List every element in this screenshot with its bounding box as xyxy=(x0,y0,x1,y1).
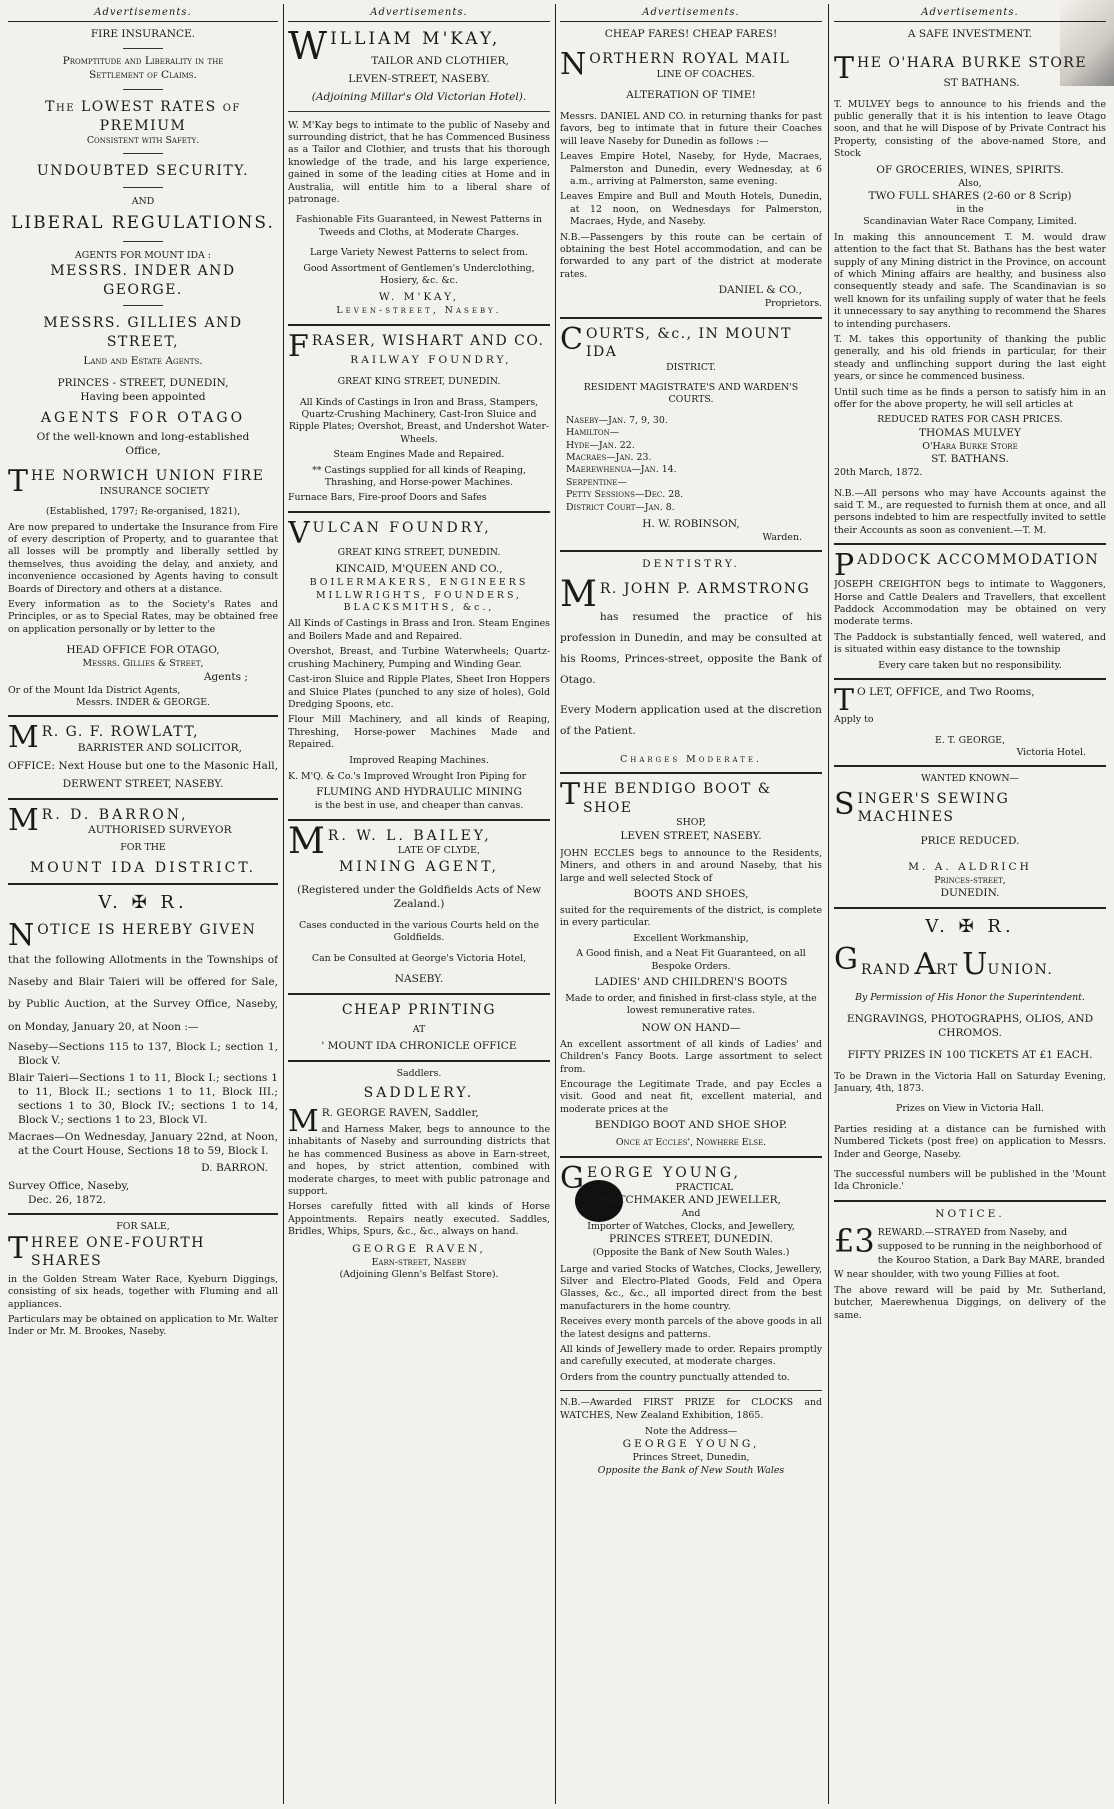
ad-title: ORTHERN ROYAL MAIL xyxy=(589,51,791,68)
ad-line: ' MOUNT IDA CHRONICLE OFFICE xyxy=(321,1040,517,1053)
ad-line: Settlement of Claims. xyxy=(89,69,197,82)
ad-line: Princes Street, Dunedin, xyxy=(632,1452,750,1464)
ad-line: Princes-street, xyxy=(934,874,1006,886)
ad-body: ** Castings supplied for all kinds of Reaping, Thrashing, and Horse-power Machines. xyxy=(312,464,526,489)
ad-title: HEAP PRINTING xyxy=(354,1002,497,1019)
ad-line: Survey Office, Naseby, xyxy=(8,1179,130,1192)
ad-line: AGENTS FOR MOUNT IDA : xyxy=(75,249,211,261)
list-item: Hyde—Jan. 22. xyxy=(566,439,635,451)
ad-signature: GEORGE YOUNG, xyxy=(622,1438,760,1451)
ad-title: HE BENDIGO BOOT & SHOE xyxy=(583,781,772,816)
column-heading: Advertisements. xyxy=(560,6,822,22)
ad-body: in the Golden Stream Water Race, Kyeburn Diggings, consisting of six heads, together with Fluming and all appliances. xyxy=(8,1273,278,1310)
ad-line: MESSRS. GILLIES AND STREET, xyxy=(43,315,243,350)
ad-line: (Established, 1797; Re-organised, 1821), xyxy=(45,506,241,518)
ad-body: Large and varied Stocks of Watches, Clocks, Jewellery, Silver and Electro-Plated Goods, Feld and Opera Glasses, &c., &c., all imported direct from the best manufacturers in the home country. xyxy=(560,1263,822,1312)
ad-line: AT xyxy=(412,1023,426,1035)
ad-body: Made to order, and finished in first-class style, at the lowest remunerative rates. xyxy=(565,992,817,1017)
rowlatt-ad: M R. G. F. ROWLATT, BARRISTER AND SOLICITOR, OFFICE: Next House but one to the Masonic Hall, DERWENT STREET, NASEBY. xyxy=(8,720,278,790)
ad-body: All kinds of Jewellery made to order. Repairs promptly and carefully executed, at moderate charges. xyxy=(560,1343,822,1368)
ad-line: 20th March, 1872. xyxy=(834,467,923,479)
ad-title: R. GEORGE RAVEN, Saddler, xyxy=(321,1106,479,1119)
ad-line: WANTED KNOWN— xyxy=(921,773,1019,785)
ad-body: JOSEPH CREIGHTON begs to intimate to Waggoners, Horse and Cattle Dealers and Travellers, that excellent Paddock Accommodation may be obtained on very moderate terms. xyxy=(834,579,1106,628)
ad-line: DENTISTRY. xyxy=(642,558,740,571)
column-2 xyxy=(288,6,550,1804)
ad-line: Apply to xyxy=(834,714,874,726)
ad-line: PRINCES STREET, DUNEDIN. xyxy=(608,1233,774,1246)
ad-line: Agents ; xyxy=(203,670,248,683)
column-heading: Advertisements. xyxy=(8,6,278,22)
list-item: Macraes—Jan. 23. xyxy=(566,452,652,464)
ad-line: BOOTS AND SHOES, xyxy=(633,887,749,900)
ad-line: Proprietors. xyxy=(764,298,822,310)
ad-title: ADDOCK ACCOMMODATION xyxy=(857,552,1100,569)
ad-signature: GEORGE RAVEN, xyxy=(352,1242,486,1255)
ad-body: (Registered under the Goldfields Acts of New Zealand.) xyxy=(296,884,542,911)
ad-body: Orders from the country punctually attended to. xyxy=(560,1371,790,1383)
ad-line: OF GROCERIES, WINES, SPIRITS. xyxy=(876,163,1064,176)
bailey-ad: M R. W. L. BAILEY, LATE OF CLYDE, MINING AGENT, (Registered under the Goldfields Acts of New Zealand.) Cases conducted in the various Courts held on the Goldfields. Can be Consulted at George's Victoria Hotel, NASEBY. xyxy=(288,827,550,987)
ad-body: Macraes—On Wednesday, January 22nd, at Noon, at the Court House, Sections 18 to 59, Block I. xyxy=(8,1130,278,1157)
ad-line: PRICE REDUCED. xyxy=(920,834,1020,847)
ad-line: Improved Reaping Machines. xyxy=(349,754,489,766)
ad-line: LATE OF CLYDE, xyxy=(397,845,480,857)
george-young-ad: GEORGE YOUNG, PRACTICAL WATCHMAKER AND JEWELLER, And Importer of Watches, Clocks, and Jewellery, PRINCES STREET, DUNEDIN. (Opposite the Bank of New South Wales.) Large and varied Stocks of Watches, Clocks, Jewellery, Silver and Electro-Plated Goods, Feld and Opera Glasses, &c., &c., all imported direct from the best manufacturers in the home country. Receives every month parcels of the above goods in all the latest designs and patterns. All kinds of Jewellery made to order. Repairs promptly and carefully executed, at moderate charges. Orders from the country punctually attended to. N.B.—Awarded FIRST PRIZE for CLOCKS and WATCHES, New Zealand Exhibition, 1865. Note the Address— GEORGE YOUNG, Princes Street, Dunedin, Opposite the Bank of New South Wales xyxy=(560,1160,822,1476)
royal-crest-icon: V. ✠ R. xyxy=(98,892,188,914)
ad-line: Also, xyxy=(958,177,982,189)
printing-ad: CHEAP PRINTING AT ' MOUNT IDA CHRONICLE OFFICE xyxy=(288,1001,550,1054)
ad-title: RASER, WISHART AND CO. xyxy=(311,332,545,349)
art-union-ad xyxy=(834,915,1106,1194)
ad-body: Fashionable Fits Guaranteed, in Newest Patterns in Tweeds and Cloths, at Moderate Charges. xyxy=(295,214,543,238)
ad-line: Dec. 26, 1872. xyxy=(28,1193,106,1206)
ad-body: Flour Mill Machinery, and all kinds of Reaping, Threshing, Horse-power Machines Made and Repaired. xyxy=(288,714,550,751)
ad-line: GREAT KING STREET, DUNEDIN. xyxy=(337,376,501,388)
ad-line: ST. BATHANS. xyxy=(931,453,1009,466)
column-4 xyxy=(834,6,1106,1804)
ad-line: Consistent with Safety. xyxy=(86,135,200,147)
ad-line: INSURANCE SOCIETY xyxy=(99,485,210,497)
ad-line: LADIES' AND CHILDREN'S BOOTS xyxy=(594,975,788,988)
column-heading: Advertisements. xyxy=(834,6,1106,22)
ad-line: AGENTS FOR OTAGO xyxy=(40,409,246,426)
mckay-ad: WILLIAM M'KAY, TAILOR AND CLOTHIER, LEVEN-STREET, NASEBY. (Adjoining Millar's Old Victorian Hotel). W. M'Kay begs to intimate to the public of Naseby and surrounding district, that he has Commenced Business as a Tailor and Clothier, and trusts that his thorough knowledge of the trade, and his large experience, gained in some of the leading cities at Home and in Australia, will entitle him to a liberal share of patronage. Fashionable Fits Guaranteed, in Newest Patterns in Tweeds and Cloths, at Moderate Charges. Large Variety Newest Patterns to select from. Good Assortment of Gentlemen's Underclothing, Hosiery, &c. &c. W. M'KAY, Leven-street, Naseby. xyxy=(288,24,550,317)
ad-line: FOR THE xyxy=(120,842,166,854)
ad-line: AUTHORISED SURVEYOR xyxy=(88,824,232,837)
ad-line: NASEBY. xyxy=(394,973,444,986)
ad-line: Leven-street, Naseby. xyxy=(336,305,502,317)
ad-signature: DANIEL & CO., xyxy=(718,284,802,297)
ad-line: The LOWEST RATES of PREMIUM xyxy=(45,99,241,134)
ad-title: OURTS, &c., IN MOUNT IDA xyxy=(585,325,792,361)
ad-line: Land and Estate Agents. xyxy=(83,355,203,368)
ad-body: Blair Taieri—Sections 1 to 11, Block I.; sections 1 to 11, Block II.; sections 1 to 11, Block III.; sections 1 to 30, Block IV.; sections 1 to 14, Block V.; sections 1 to 23, Block VI. xyxy=(8,1071,278,1126)
list-item: District Court—Jan. 8. xyxy=(566,501,675,513)
ad-line: By Permission of His Honor the Superintendent. xyxy=(855,992,1085,1004)
ad-body: Leaves Empire and Bull and Mouth Hotels, Dunedin, at 12 noon, on Wednesdays for Palmerston, Macraes, Hyde, and Naseby. xyxy=(560,191,822,228)
ad-body: To be Drawn in the Victoria Hall on Saturday Evening, January, 4th, 1873. xyxy=(834,1070,1106,1095)
ad-title: ILLIAM M'KAY, xyxy=(330,29,501,50)
ad-title: FIRE INSURANCE. xyxy=(90,28,196,41)
ad-line: HEAD OFFICE FOR OTAGO, xyxy=(66,644,220,657)
ad-line: (Adjoining Millar's Old Victorian Hotel). xyxy=(311,90,527,103)
ad-body: Cases conducted in the various Courts held on the Goldfields. xyxy=(298,920,540,944)
ad-title: UNION. xyxy=(987,961,1054,978)
shares-ad: FOR SALE, THREE ONE-FOURTH SHARES in the Golden Stream Water Race, Kyeburn Diggings, consisting of six heads, together with Fluming and all appliances. Particulars may be obtained on application to Mr. Walter Inder or Mr. M. Brookes, Naseby. xyxy=(8,1221,278,1338)
ad-body: and Harness Maker, begs to announce to the inhabitants of Naseby and surrounding districts that he has commenced Business as above in Earn-street, and hopes, by strict attention, combined with moderate charges, to meet with public patronage and support. xyxy=(288,1123,550,1197)
ad-line: ALTERATION OF TIME! xyxy=(626,89,756,102)
ad-signature: D. BARRON. xyxy=(201,1161,268,1174)
ad-body: Leaves Empire Hotel, Naseby, for Hyde, Macraes, Palmerston and Dunedin, every Wednesday, at 6 a.m., arriving at Palmerston, same evening. xyxy=(560,151,822,188)
ad-line: Messrs. INDER & GEORGE. xyxy=(75,697,211,709)
ad-body: In making this announcement T. M. would draw attention to the fact that St. Bathans has the best water supply of any Mining district in the Province, on account of which Mining affairs are healthy, and business also consequently steady and safe. The Scandinavian is so well known for its unfailing supply of water that he feels it unnecessary to say anything to recommend the Shares to intending purchasers. xyxy=(834,231,1106,330)
ad-line: Having been appointed xyxy=(80,390,206,403)
ad-body: An excellent assortment of all kinds of Ladies' and Children's Fancy Boots. Large assortment to select from. xyxy=(560,1038,822,1075)
ad-body: Steam Engines Made and Repaired. xyxy=(333,449,505,461)
column-1 xyxy=(8,6,278,1804)
ad-line: KINCAID, M'QUEEN AND CO., xyxy=(335,563,503,576)
fire-insurance-ad xyxy=(8,28,278,709)
ad-line: DISTRICT. xyxy=(666,361,716,373)
ad-title: HE NORWICH UNION FIRE xyxy=(31,468,265,485)
ad-line: AND xyxy=(131,195,155,207)
barron-ad: M R. D. BARRON, AUTHORISED SURVEYOR FOR THE MOUNT IDA DISTRICT. xyxy=(8,806,278,877)
column-rule xyxy=(828,4,829,1804)
ad-line: MOUNT IDA DISTRICT. xyxy=(29,859,257,876)
ad-line: Every care taken but no responsibility. xyxy=(878,659,1062,671)
ad-body: T. MULVEY begs to announce to his friends and the public generally that it is his intention to leave Otago soon, and that he will Dispose of by Private Contract his Property, consisting of the above-named Store, and Stock xyxy=(834,98,1106,160)
ad-line: Prizes on View in Victoria Hall. xyxy=(896,1103,1044,1115)
ad-line: is the best in use, and cheaper than canvas. xyxy=(314,800,524,812)
ad-body: Large Variety Newest Patterns to select from. xyxy=(310,247,528,259)
to-let-ad: T O LET, OFFICE, and Two Rooms, Apply to E. T. GEORGE, Victoria Hotel. xyxy=(834,686,1106,759)
ad-line: Earn-street, Naseby xyxy=(371,1256,467,1268)
ad-body: T. M. takes this opportunity of thanking the public generally, and his old friends in particular, for their steady and unflinching support during the last eight years, or since he commenced business. xyxy=(834,334,1106,383)
ad-line: Importer of Watches, Clocks, and Jewellery, xyxy=(587,1220,795,1232)
ad-line: ST BATHANS. xyxy=(943,76,1020,89)
ad-line: NOTICE. xyxy=(935,1207,1005,1220)
notice-ad: V. ✠ R. NOTICE IS HEREBY GIVEN that the following Allotments in the Townships of Naseby and Blair Taieri will be offered for Sale, by Public Auction, at the Survey Office, Naseby, on Monday, January 20, at Noon :— Naseby—Sections 115 to 137, Block I.; section 1, Block V. Blair Taieri—Sections 1 to 11, Block I.; sections 1 to 11, Block II.; sections 1 to 11, Block III.; sections 1 to 30, Block IV.; sections 1 to 14, Block V.; sections 1 to 23, Block VI. Macraes—On Wednesday, January 22nd, at Noon, at the Court House, Sections 18 to 59, Block I. D. BARRON. Survey Office, Naseby, Dec. 26, 1872. xyxy=(8,892,278,1206)
ad-line: BOILERMAKERS, ENGINEERS MILLWRIGHTS, FOUNDERS, BLACKSMITHS, &c., xyxy=(309,577,529,614)
ad-title: R. D. BARRON, xyxy=(41,806,189,823)
vulcan-ad: VULCAN FOUNDRY, GREAT KING STREET, DUNEDIN. KINCAID, M'QUEEN AND CO., BOILERMAKERS, ENGINEERS MILLWRIGHTS, FOUNDERS, BLACKSMITHS, &c., All Kinds of Castings in Brass and Iron. Steam Engines and Boilers Made and and Repaired. Overshot, Breast, and Turbine Waterwheels; Quartz-crushing Machinery, Pumping and Winding Gear. Cast-iron Sluice and Ripple Plates, Sheet Iron Hoppers and Sluice Plates (punched to any size of holes), Gold Dredging Spoons, etc. Flour Mill Machinery, and all kinds of Reaping, Threshing, Horse-power Machines Made and Repaired. Improved Reaping Machines. K. M'Q. & Co.'s Improved Wrought Iron Piping for FLUMING AND HYDRAULIC MINING is the best in use, and cheaper than canvas. xyxy=(288,515,550,812)
ad-body: The Paddock is substantially fenced, well watered, and is situated within easy distance to the township xyxy=(834,631,1106,656)
ad-body: Every Modern application used at the discretion of the Patient. xyxy=(560,703,822,737)
ad-body: Furnace Bars, Fire-proof Doors and Safes xyxy=(288,492,487,504)
ad-title: SADDLERY. xyxy=(363,1085,475,1102)
ad-line: (Adjoining Glenn's Belfast Store). xyxy=(339,1268,499,1280)
ad-body: Receives every month parcels of the above goods in all the latest designs and patterns. xyxy=(560,1316,822,1340)
ad-line: A SAFE INVESTMENT. xyxy=(907,28,1033,41)
ad-line: And xyxy=(681,1208,701,1220)
ad-body: has resumed the practice of his profession in Dunedin, and may be consulted at his Rooms, Princes-street, opposite the Bank of Otago. xyxy=(560,610,822,687)
ad-signature: M. A. ALDRICH xyxy=(908,860,1032,873)
ad-body: K. M'Q. & Co.'s Improved Wrought Iron Piping for xyxy=(288,770,527,782)
ad-line: Once at Eccles', Nowhere Else. xyxy=(615,1137,767,1149)
court-sittings-list xyxy=(560,415,822,514)
paddock-ad: PADDOCK ACCOMMODATION JOSEPH CREIGHTON begs to intimate to Waggoners, Horse and Cattle Dealers and Travellers, that excellent Paddock Accommodation may be obtained on very moderate terms. The Paddock is substantially fenced, well watered, and is situated within easy distance to the township Every care taken but no responsibility. xyxy=(834,548,1106,671)
art-union-title: GRAND ART UUNION. xyxy=(834,941,1054,982)
ad-line: Scandinavian Water Race Company, Limited. xyxy=(863,216,1077,228)
ohara-ad: A SAFE INVESTMENT. THE O'HARA BURKE STORE ST BATHANS. T. MULVEY begs to announce to his friends and the public generally that it is his intention to leave Otago soon, and that he will Dispose of by Private Contract his Property, consisting of the above-named Store, and Stock OF GROCERIES, WINES, SPIRITS. Also, TWO FULL SHARES (2-60 or 8 Scrip) in the Scandinavian Water Race Company, Limited. In making this announcement T. M. would draw attention to the fact that St. Bathans has the best water supply of any Mining district in the Province, on account of which Mining affairs are healthy, and business also consequently steady and safe. The Scandinavian is so well known for its unfailing supply of water that he feels it unnecessary to say anything to recommend the Shares to intending purchasers. T. M. takes this opportunity of thanking the public generally, and his old friends in particular, for their steady and unflinching support during the last eight years, or since he commenced business. Until such time as he finds a person to satisfy him in an offer for the above property, he will sell articles at REDUCED RATES FOR CASH PRICES. THOMAS MULVEY O'Hara Burke Store ST. BATHANS. 20th March, 1872. N.B.—All persons who may have Accounts against the said T. M., are requested to furnish them at once, and all persons indebted to him are respectfully invited to settle their Accounts as soon as convenient.—T. M. xyxy=(834,28,1106,536)
ad-body: W. M'Kay begs to intimate to the public of Naseby and surrounding district, that he has Commenced Business as a Tailor and Clothier, and trusts that his thorough knowledge of the trade, and his large experience, gained in some of the leading cities at Home and in Australia, will entitle him to a liberal share of patronage. xyxy=(288,119,550,205)
ad-title: HE O'HARA BURKE STORE xyxy=(857,55,1088,72)
ad-title: EORGE YOUNG, xyxy=(586,1164,741,1181)
ad-line: Saddlers. xyxy=(396,1068,442,1080)
ad-line: Office, xyxy=(125,445,161,458)
ad-body: that the following Allotments in the Townships of Naseby and Blair Taieri will be offered for Sale, by Public Auction, at the Survey Office, Naseby, on Monday, January 20, at Noon :— xyxy=(8,953,278,1033)
royal-crest-icon: V. ✠ R. xyxy=(925,915,1015,937)
ad-body: All Kinds of Castings in Iron and Brass, Stampers, Quartz-Crushing Machinery, Cast-Iron Sluice and Ripple Plates; Overshot, Breast, and Undershot Water-Wheels. xyxy=(288,396,550,445)
reward-amount: £3 xyxy=(834,1221,875,1260)
ad-line: Promptitude and Liberality in the xyxy=(62,55,224,68)
ad-body: N.B.—All persons who may have Accounts against the said T. M., are requested to furnish them at once, and all persons indebted to him are respectfully invited to settle their Accounts as soon as convenient.—T. M. xyxy=(834,487,1106,536)
ad-line: NOW ON HAND— xyxy=(641,1021,741,1034)
ad-body: Good Assortment of Gentlemen's Underclothing, Hosiery, &c. &c. xyxy=(303,262,535,286)
ad-body: Every information as to the Society's Rates and Principles, or as to Special Rates, may be obtained free on application personally or by letter to the xyxy=(8,599,278,635)
ad-line: GREAT KING STREET, DUNEDIN. xyxy=(337,546,501,558)
ad-line: O'Hara Burke Store xyxy=(922,440,1018,452)
ad-body: All Kinds of Castings in Brass and Iron. Steam Engines and Boilers Made and and Repaired. xyxy=(288,618,550,642)
ad-body: Particulars may be obtained on application to Mr. Walter Inder or Mr. M. Brookes, Naseby. xyxy=(8,1314,278,1338)
ad-line: UNDOUBTED SECURITY. xyxy=(36,163,250,180)
ad-line: MESSRS. INDER AND GEORGE. xyxy=(50,263,236,298)
ad-title: R. G. F. ROWLATT, xyxy=(41,724,200,741)
list-item: Hamilton— xyxy=(566,427,620,439)
ad-line: Note the Address— xyxy=(644,1426,738,1437)
ad-body: N.B.—Awarded FIRST PRIZE for CLOCKS and WATCHES, New Zealand Exhibition, 1865. xyxy=(560,1397,822,1421)
list-item: Petty Sessions—Dec. 28. xyxy=(566,489,684,501)
dentistry-ad: DENTISTRY. M R. JOHN P. ARMSTRONG has resumed the practice of his profession in Dunedin, and may be consulted at his Rooms, Princes-street, opposite the Bank of Otago. Every Modern application used at the discretion of the Patient. Charges Moderate. xyxy=(560,558,822,765)
ad-body: suited for the requirements of the district, is complete in every particular. xyxy=(560,904,822,929)
ad-signature: THOMAS MULVEY xyxy=(918,426,1022,439)
ad-line: LINE OF COACHES. xyxy=(656,68,755,80)
ad-line: Victoria Hotel. xyxy=(1016,746,1086,758)
ad-title: ULCAN FOUNDRY, xyxy=(312,519,492,536)
singer-ad: WANTED KNOWN— SINGER'S SEWING MACHINES PRICE REDUCED. M. A. ALDRICH Princes-street, DUNEDIN. xyxy=(834,773,1106,901)
courts-ad: COURTS, &c., IN MOUNT IDA DISTRICT. RESIDENT MAGISTRATE'S AND WARDEN'S COURTS. Naseby—Jan. 7, 9, 30. Hamilton— Hyde—Jan. 22. Macraes—Jan. 23. Maerewhenua—Jan. 14. Serpentine— Petty Sessions—Dec. 28. District Court—Jan. 8. H. W. ROBINSON, Warden. xyxy=(560,325,822,545)
ad-title: OTICE IS HEREBY GIVEN xyxy=(37,921,257,938)
ad-line: LEVEN STREET, NASEBY. xyxy=(620,829,762,842)
ad-line: FLUMING AND HYDRAULIC MINING xyxy=(316,786,522,799)
column-heading: Advertisements. xyxy=(288,6,550,22)
ad-body: N.B.—Passengers by this route can be certain of obtaining the best Hotel accommodation, and can be forwarded to any part of the district at moderate rates. xyxy=(560,231,822,280)
ad-title: R. W. L. BAILEY, xyxy=(327,827,492,844)
ad-line: PRACTICAL xyxy=(675,1181,734,1193)
ad-body: The successful numbers will be published in the 'Mount Ida Chronicle.' xyxy=(834,1169,1106,1193)
ad-line: REDUCED RATES FOR CASH PRICES. xyxy=(877,414,1063,426)
ad-signature: E. T. GEORGE, xyxy=(934,734,1006,746)
fraser-ad: FRASER, WISHART AND CO. RAILWAY FOUNDRY, GREAT KING STREET, DUNEDIN. All Kinds of Castings in Iron and Brass, Stampers, Quartz-Crushing Machinery, Cast-Iron Sluice and Ripple Plates; Overshot, Breast, and Undershot Water-Wheels. Steam Engines Made and Repaired. ** Castings supplied for all kinds of Reaping, Thrashing, and Horse-power Machines. Furnace Bars, Fire-proof Doors and Safes xyxy=(288,328,550,504)
ad-body: Are now prepared to undertake the Insurance from Fire of every description of Property, and to guarantee that all losses will be promptly and liberally settled by themselves, thus avoiding the delay, and anxiety, and inconvenience occasioned by Agents having to consult Boards of Directory and others at a distance. xyxy=(8,521,278,595)
saddlery-ad: Saddlers. SADDLERY. M R. GEORGE RAVEN, Saddler, and Harness Maker, begs to announce to the inhabitants of Naseby and surrounding districts that he has commenced Business as above in Earn-street, and hopes, by strict attention, combined with moderate charges, to meet with public patronage and support. Horses carefully fitted with all kinds of Horse Appointments. Repairs neatly executed. Saddles, Bridles, Whips, Spurs, &c., &c., always on hand. GEORGE RAVEN, Earn-street, Naseby (Adjoining Glenn's Belfast Store). xyxy=(288,1068,550,1280)
ad-line: RESIDENT MAGISTRATE'S AND WARDEN'S COURTS. xyxy=(583,382,799,406)
ad-body: A Good finish, and a Neat Fit Guaranteed, on all Bespoke Orders. xyxy=(576,948,806,972)
ad-line: in the xyxy=(956,203,984,215)
list-item: Serpentine— xyxy=(566,476,627,488)
ad-title: R. JOHN P. ARMSTRONG xyxy=(599,581,811,598)
ad-body: Overshot, Breast, and Turbine Waterwheels; Quartz-crushing Machinery, Pumping and Winding Gear. xyxy=(288,646,550,670)
ad-body: JOHN ECCLES begs to announce to the Residents, Miners, and others in and around Naseby, that his large and well selected Stock of xyxy=(560,847,822,884)
ad-line: Warden. xyxy=(762,532,802,544)
ad-signature: H. W. ROBINSON, xyxy=(642,518,740,531)
list-item: Maerewhenua—Jan. 14. xyxy=(566,464,677,476)
ad-line: (Opposite the Bank of New South Wales.) xyxy=(592,1247,790,1259)
ad-line: FIFTY PRIZES IN 100 TICKETS AT £1 EACH. xyxy=(847,1048,1093,1061)
ad-line: PRINCES - STREET, DUNEDIN, xyxy=(57,377,229,389)
ad-body: Encourage the Legitimate Trade, and pay Eccles a visit. Good and neat fit, excellent material, and moderate prices at the xyxy=(560,1078,822,1115)
ad-body: Messrs. DANIEL AND CO. in returning thanks for past favors, beg to intimate that in future their Coaches will leave Naseby for Dunedin as follows :— xyxy=(560,111,822,147)
ad-line: CHEAP FARES! CHEAP FARES! xyxy=(604,28,778,41)
ad-title: INGER'S SEWING MACHINES xyxy=(857,790,1010,826)
column-rule xyxy=(283,4,284,1804)
ad-line: SHOP, xyxy=(676,817,706,829)
ad-body: Cast-iron Sluice and Ripple Plates, Sheet Iron Hoppers and Sluice Plates (punched to any size of holes), Gold Dredging Spoons, etc. xyxy=(288,674,550,710)
ad-line: WATCHMAKER AND JEWELLER, xyxy=(601,1194,781,1207)
ad-body: Naseby—Sections 115 to 137, Block I.; section 1, Block V. xyxy=(8,1040,278,1067)
ad-line: Messrs. Gillies & Street, xyxy=(82,658,204,670)
ad-line: RAILWAY FOUNDRY, xyxy=(350,354,512,367)
list-item: Naseby—Jan. 7, 9, 30. xyxy=(566,414,668,426)
reward-ad xyxy=(834,1208,1106,1322)
ad-title: O LET, OFFICE, and Two Rooms, xyxy=(857,686,1035,699)
ad-line: Or of the Mount Ida District Agents, xyxy=(8,684,181,696)
ad-line: Of the well-known and long-established xyxy=(36,431,250,444)
ad-signature: W. M'KAY, xyxy=(378,291,460,304)
ad-title: HREE ONE-FOURTH SHARES xyxy=(31,1234,205,1270)
ad-line: BENDIGO BOOT AND SHOE SHOP. xyxy=(594,1119,788,1132)
ad-line: ENGRAVINGS, PHOTOGRAPHS, OLIOS, AND CHROMOS. xyxy=(846,1012,1094,1039)
column-rule xyxy=(555,4,556,1804)
ad-title: RT xyxy=(936,961,959,978)
ad-line: DERWENT STREET, NASEBY. xyxy=(62,777,224,790)
column-3 xyxy=(560,6,822,1804)
coaches-ad: CHEAP FARES! CHEAP FARES! NORTHERN ROYAL MAIL LINE OF COACHES. ALTERATION OF TIME! Messrs. DANIEL AND CO. in returning thanks for past favors, beg to intimate that in future their Coaches will leave Naseby for Dunedin as follows :— Leaves Empire Hotel, Naseby, for Hyde, Macraes, Palmerston and Dunedin, every Wednesday, at 6 a.m., arriving at Palmerston, same evening. Leaves Empire and Bull and Mouth Hotels, Dunedin, at 12 noon, on Wednesdays for Palmerston, Macraes, Hyde, and Naseby. N.B.—Passengers by this route can be certain of obtaining the best Hotel accommodation, and can be forwarded to any part of the district at moderate rates. DANIEL & CO., Proprietors. xyxy=(560,28,822,310)
ad-line: Excellent Workmanship, xyxy=(633,932,749,944)
ad-line: Opposite the Bank of New South Wales xyxy=(597,1464,785,1476)
ad-body: Parties residing at a distance can be furnished with Numbered Tickets (post free) on application to Messrs. Inder and George, Naseby. xyxy=(834,1123,1106,1160)
ad-title: RAND xyxy=(860,961,912,978)
ad-body: Can be Consulted at George's Victoria Hotel, xyxy=(311,952,527,964)
ad-body: Horses carefully fitted with all kinds of Horse Appointments. Repairs neatly executed. Saddles, Bridles, Whips, Spurs, &c., &c., always on hand. xyxy=(288,1201,550,1238)
ad-line: Charges Moderate. xyxy=(620,754,762,765)
ad-line: OFFICE: Next House but one to the Masonic Hall, xyxy=(8,759,278,772)
bendigo-ad: THE BENDIGO BOOT & SHOE SHOP, LEVEN STREET, NASEBY. JOHN ECCLES begs to announce to the Residents, Miners, and others in and around Naseby, that his large and well selected Stock of BOOTS AND SHOES, suited for the requirements of the district, is complete in every particular. Excellent Workmanship, A Good finish, and a Neat Fit Guaranteed, on all Bespoke Orders. LADIES' AND CHILDREN'S BOOTS Made to order, and finished in first-class style, at the lowest remunerative rates. NOW ON HAND— An excellent assortment of all kinds of Ladies' and Children's Fancy Boots. Large assortment to select from. Encourage the Legitimate Trade, and pay Eccles a visit. Good and neat fit, excellent material, and moderate prices at the BENDIGO BOOT AND SHOE SHOP. Once at Eccles', Nowhere Else. xyxy=(560,777,822,1149)
ad-line: LIBERAL REGULATIONS. xyxy=(11,213,275,234)
ad-line: FOR SALE, xyxy=(116,1221,170,1233)
ad-line: MINING AGENT, xyxy=(338,858,500,875)
ad-body: The above reward will be paid by Mr. Sutherland, butcher, Maerewhenua Diggings, on delivery of the same. xyxy=(834,1284,1106,1321)
ad-body: REWARD.—STRAYED from Naseby, and supposed to be running in the neighborhood of the Kouroo Station, a Dark Bay MARE, branded W near shoulder, with two young Fillies at foot. xyxy=(834,1226,1105,1280)
ad-line: TWO FULL SHARES (2-60 or 8 Scrip) xyxy=(868,190,1072,202)
ad-line: DUNEDIN. xyxy=(940,887,1000,899)
ad-line: TAILOR AND CLOTHIER, xyxy=(371,54,509,67)
norwich-heading: THE NORWICH UNION FIRE xyxy=(8,464,265,500)
ad-line: LEVEN-STREET, NASEBY. xyxy=(348,72,490,85)
ad-body: Until such time as he finds a person to satisfy him in an offer for the above property, he will sell articles at xyxy=(834,386,1106,411)
ad-line: BARRISTER AND SOLICITOR, xyxy=(77,741,243,754)
